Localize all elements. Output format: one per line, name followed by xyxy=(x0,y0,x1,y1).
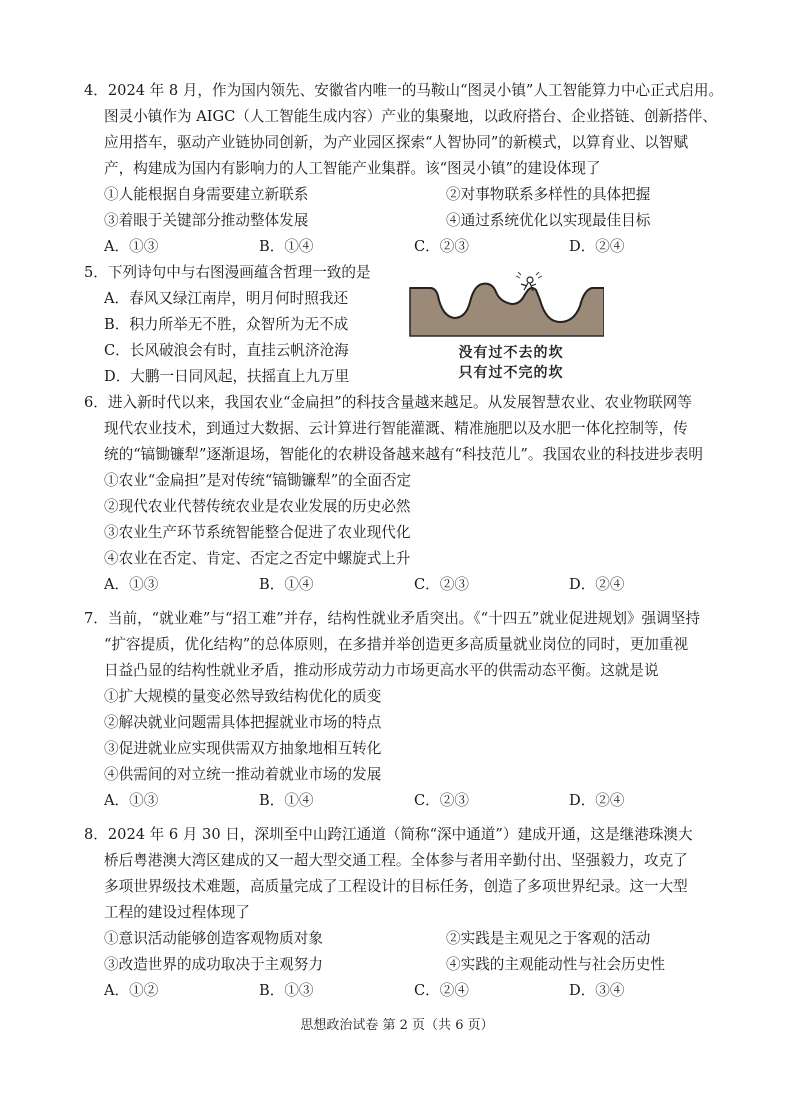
question-6-statement-2: ②现代农业代替传统农业是农业发展的历史必然 xyxy=(104,498,411,515)
question-5-stem: 5．下列诗句中与右图漫画蕴含哲理一致的是 xyxy=(84,264,371,281)
cartoon-figure xyxy=(408,272,604,384)
question-8-answer-a: A．①② xyxy=(104,982,159,999)
question-8-statement-4: ④实践的主观能动性与社会历史性 xyxy=(446,956,665,973)
question-6-answer-b: B．①④ xyxy=(259,576,314,593)
question-8-statement-3: ③改造世界的成功取决于主观努力 xyxy=(104,956,323,973)
question-6-statement-3: ③农业生产环节系统智能整合促进了农业现代化 xyxy=(104,524,411,541)
question-5 xyxy=(84,260,414,390)
question-4-stem-line: 应用搭车，驱动产业链协同创新，为产业园区探索“人智协同”的新模式，以算育业、以智赋 xyxy=(104,134,689,151)
cartoon-terrain-illustration xyxy=(408,272,604,342)
question-4-options-row xyxy=(84,208,724,234)
question-4-answer-b: B．①④ xyxy=(259,238,314,255)
question-4-statement-3: ③着眼于关键部分推动整体发展 xyxy=(104,212,309,229)
question-7-stem-line: “扩容提质，优化结构”的总体原则，在多措并举创造更多高质量就业岗位的同时，更加重视 xyxy=(104,636,689,653)
question-7-statement-2: ②解决就业问题需具体把握就业市场的特点 xyxy=(104,714,382,731)
question-8-stem-line: 桥后粤港澳大湾区建成的又一超大型交通工程。全体参与者用辛勤付出、坚强毅力，攻克了 xyxy=(104,852,688,869)
question-5-answer-b: B．积力所举无不胜，众智所为无不成 xyxy=(104,316,349,333)
question-6-answer-a: A．①③ xyxy=(104,576,159,593)
question-6-answer-d: D．②④ xyxy=(569,576,625,593)
question-4 xyxy=(84,78,724,260)
page-footer: 思想政治试卷 第 2 页（共 6 页） xyxy=(300,1018,494,1033)
question-4-statement-2: ②对事物联系多样性的具体把握 xyxy=(446,186,651,203)
question-7-stem-line: 7．当前，“就业难”与“招工难”并存，结构性就业矛盾突出。《“十四五”就业促进规划》强调坚持 xyxy=(84,610,700,627)
question-4-answer-a: A．①③ xyxy=(104,238,159,255)
question-5-answer-d: D．大鹏一日同风起，扶摇直上九万里 xyxy=(104,368,350,385)
question-7-stem-line: 日益凸显的结构性就业矛盾，推动形成劳动力市场更高水平的供需动态平衡。这就是说 xyxy=(104,662,659,679)
question-8-options-row xyxy=(84,952,724,978)
question-6 xyxy=(84,390,724,598)
cartoon-caption-1: 没有过不去的坎 xyxy=(458,345,564,361)
question-4-answers xyxy=(84,234,724,260)
question-4-stem-line: 4．2024 年 8 月，作为国内领先、安徽省内唯一的马鞍山“图灵小镇”人工智能算力中心正式启用。 xyxy=(84,82,724,99)
question-7-statement-3: ③促进就业应实现供需双方抽象地相互转化 xyxy=(104,740,382,757)
question-8-statement-1: ①意识活动能够创造客观物质对象 xyxy=(104,930,323,947)
question-7-answer-b: B．①④ xyxy=(259,792,314,809)
question-6-answers xyxy=(84,572,724,598)
question-4-answer-c: C．②③ xyxy=(414,238,469,255)
question-6-stem-line: 6．进入新时代以来，我国农业“金扁担”的科技含量越来越足。从发展智慧农业、农业物联网等 xyxy=(84,394,692,411)
question-8-stem-line: 多项世界级技术难题，高质量完成了工程设计的目标任务，创造了多项世界纪录。这一大型 xyxy=(104,878,688,895)
cartoon-caption-2: 只有过不完的坎 xyxy=(458,365,564,381)
question-7-answer-a: A．①③ xyxy=(104,792,159,809)
question-7-statement-4: ④供需间的对立统一推动着就业市场的发展 xyxy=(104,766,382,783)
question-4-stem-line: 图灵小镇作为 AIGC（人工智能生成内容）产业的集聚地，以政府搭台、企业搭链、创新搭伴、 xyxy=(104,108,717,125)
question-7-answer-d: D．②④ xyxy=(569,792,625,809)
question-8-answer-d: D．③④ xyxy=(569,982,625,999)
question-8-answer-c: C．②④ xyxy=(414,982,469,999)
question-4-stem-line: 产，构建成为国内有影响力的人工智能产业集群。该“图灵小镇”的建设体现了 xyxy=(104,160,601,177)
question-8 xyxy=(84,822,724,1004)
question-4-statement-1: ①人能根据自身需要建立新联系 xyxy=(104,186,309,203)
question-6-statement-4: ④农业在否定、肯定、否定之否定中螺旋式上升 xyxy=(104,550,411,567)
question-8-stem-line: 工程的建设过程体现了 xyxy=(104,904,250,921)
question-4-answer-d: D．②④ xyxy=(569,238,625,255)
question-6-answer-c: C．②③ xyxy=(414,576,469,593)
question-7-statement-1: ①扩大规模的量变必然导致结构优化的质变 xyxy=(104,688,382,705)
question-4-statement-4: ④通过系统优化以实现最佳目标 xyxy=(446,212,651,229)
question-6-statement-1: ①农业“金扁担”是对传统“镐锄镰犁”的全面否定 xyxy=(104,472,412,489)
question-8-answers xyxy=(84,978,724,1004)
question-8-stem-line: 8．2024 年 6 月 30 日，深圳至中山跨江通道（简称“深中通道”）建成开通，这是继港珠澳大 xyxy=(84,826,693,843)
question-7-answer-c: C．②③ xyxy=(414,792,469,809)
question-6-stem-line: 统的“镐锄镰犁”逐渐退场，智能化的农耕设备越来越有“科技范儿”。我国农业的科技进步表明 xyxy=(104,446,704,463)
question-6-stem-line: 现代农业技术，到通过大数据、云计算进行智能灌溉、精准施肥以及水肥一体化控制等，传 xyxy=(104,420,688,437)
question-4-options-row xyxy=(84,182,724,208)
question-8-options-row xyxy=(84,926,724,952)
question-7 xyxy=(84,606,724,814)
question-5-answer-a: A．春风又绿江南岸，明月何时照我还 xyxy=(104,290,349,307)
question-7-answers xyxy=(84,788,724,814)
question-8-answer-b: B．①③ xyxy=(259,982,314,999)
question-5-answer-c: C．长风破浪会有时，直挂云帆济沧海 xyxy=(104,342,349,359)
question-8-statement-2: ②实践是主观见之于客观的活动 xyxy=(446,930,651,947)
